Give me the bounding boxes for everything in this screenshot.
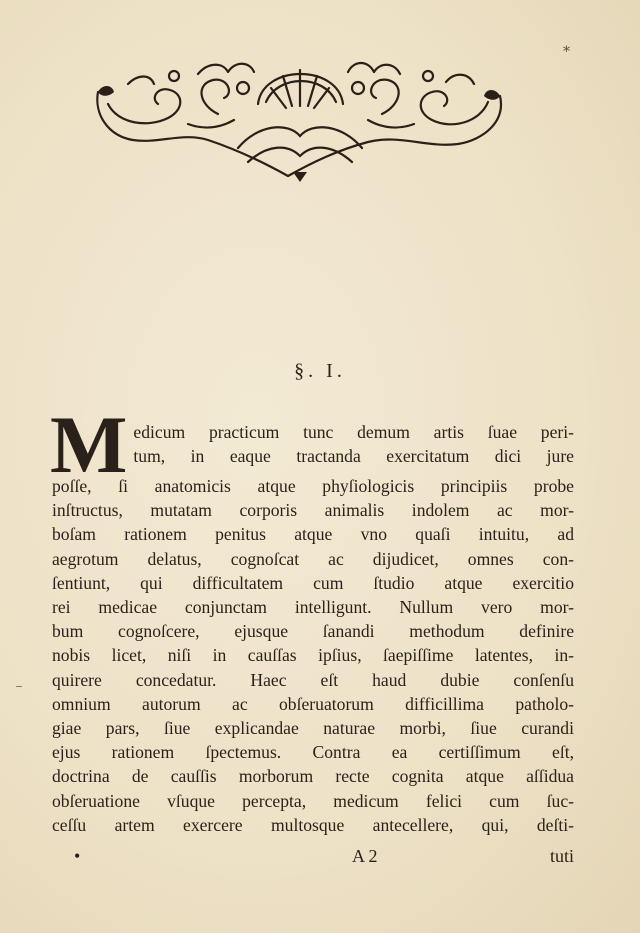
text-line: tum, in eaque tractanda exercitatum dici jure [133,446,574,467]
rococo-headpiece-ornament-icon [88,44,513,184]
drop-cap: M [50,399,128,490]
body-paragraph [50,399,574,837]
page-footer [52,846,574,868]
text-line: edicum practicum tunc demum artis ſuae peri- [133,422,574,442]
section-heading: §. I. [294,360,346,382]
text-line: inſtructus, mutatam corporis animalis indolem ac mor- [52,500,574,521]
margin-mark [16,686,22,687]
text-line: omnium autorum ac obſeruatorum difficillima patholo- [52,693,574,714]
text-line: giae pars, ſiue explicandae naturae morbi, ſiue curandi [52,718,574,739]
signature-mark: A 2 [352,846,378,866]
text-line: nobis licet, niſi in cauſſas ipſius, ſaepiſſime latentes, in- [52,645,574,666]
text-line: bum cognoſcere, ejusque ſanandi methodum definire [52,621,574,642]
text-line: doctrina de cauſſis morborum recte cognita atque aſſidua [52,766,574,787]
text-line: obſeruatione vſuque percepta, medicum felici cum ſuc- [52,790,574,811]
text-line: rei medicae conjunctam intelligunt. Nullum vero mor- [52,597,574,618]
text-line: boſam rationem penitus atque vno quaſi intuitu, ad [52,524,574,545]
text-line: ejus rationem ſpectemus. Contra ea certiſſimum eſt, [52,742,574,763]
text-line: ſentiunt, qui difficultatem cum ſtudio atque exercitio [52,572,574,593]
text-line: poſſe, ſi anatomicis atque phyſiologicis principiis probe [52,476,574,496]
corner-mark: * [563,44,570,60]
text-line: ceſſu artem exercere multosque antecellere, qui, deſti- [52,814,574,835]
text-line: aegrotum delatus, cognoſcat ac dijudicet, omnes con- [52,548,574,569]
footer-dot: • [74,846,81,866]
catchword: tuti [549,846,574,866]
text-line: quirere concedatur. Haec eſt haud dubie conſenſu [52,669,574,690]
